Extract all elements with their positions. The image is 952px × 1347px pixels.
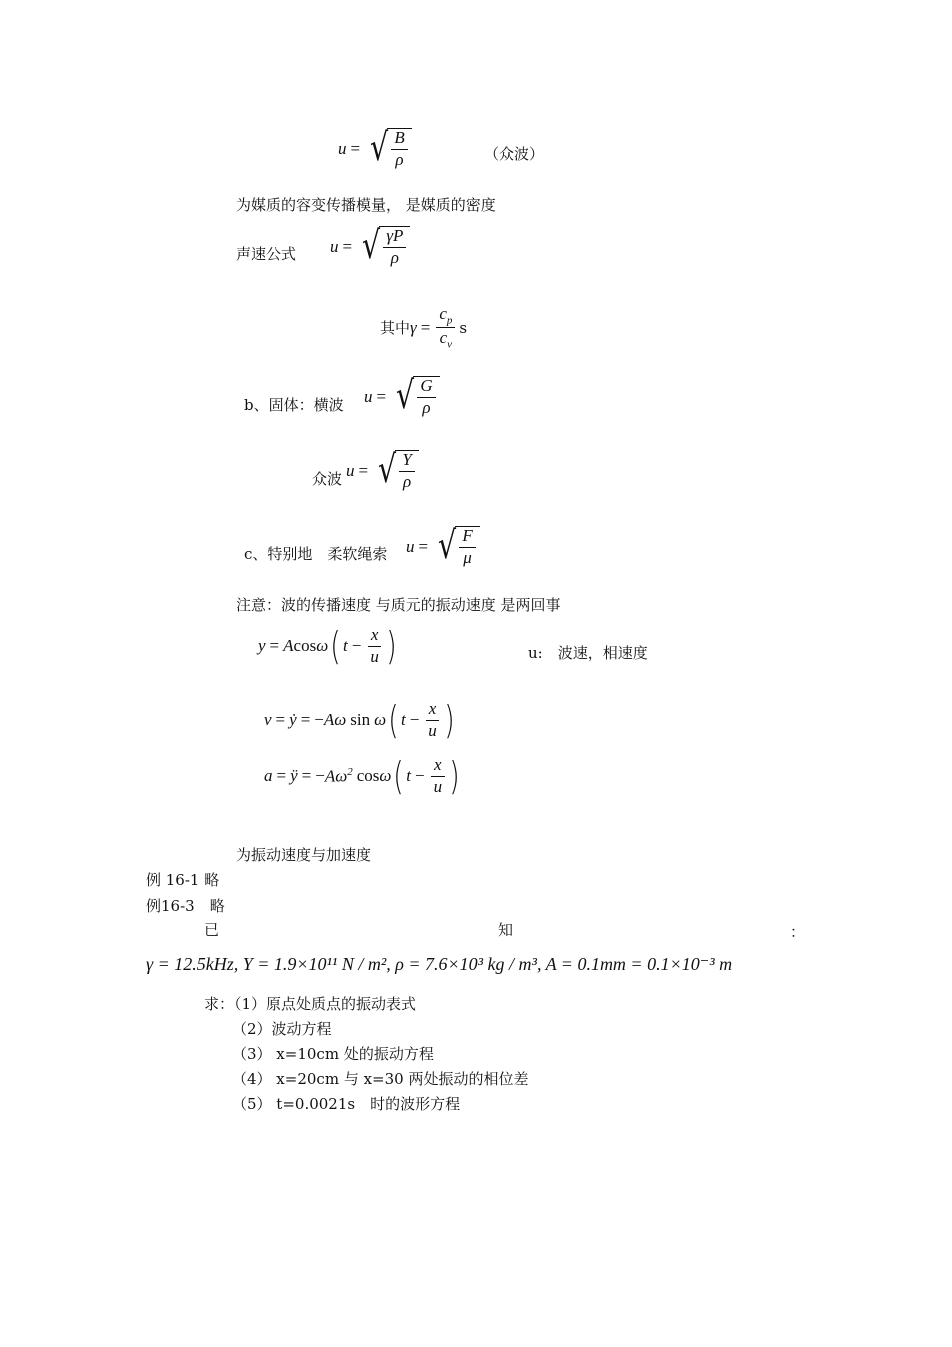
solid-label: b、固体：横波	[244, 396, 344, 414]
formula-acceleration: a = ÿ = − $A\omega^2$ cos ω ( t − $\frac{x}{u}$ )	[264, 754, 460, 799]
question-1: 求：（1）原点处质点的振动表式	[204, 995, 417, 1013]
longitudinal-note: （众波）	[484, 145, 545, 163]
question-5: （5） t=0.0021s 时的波形方程	[232, 1095, 461, 1113]
formula-solid-longitudinal: u = √ $\frac{Y}{\rho}$	[346, 450, 419, 491]
question-2: （2）波动方程	[232, 1020, 332, 1038]
gamma-prefix: 其中	[380, 319, 411, 338]
special-label: c、特别地 柔软绳索	[244, 545, 388, 563]
attention-note: 注意：波的传播速度 与质元的振动速度 是两回事	[236, 596, 561, 614]
gamma-suffix: s	[459, 318, 468, 337]
given-colon: ：	[790, 923, 806, 941]
u-note: u: 波速，相速度	[528, 644, 648, 662]
formula-solid-transverse: u = √ $\frac{G}{\rho}$	[364, 376, 440, 417]
given-formula: γ = 12.5kHz, Y = 1.9×10¹¹ N / m², ρ = 7.6×10³ kg / m³, A = 0.1mm = 0.1×10⁻³ m	[146, 954, 733, 974]
given-left: 已	[204, 921, 220, 939]
formula-wave-displacement: y = A cos ω ( t − $\frac{x}{u}$ )	[258, 624, 397, 669]
va-note: 为振动速度与加速度	[236, 846, 372, 864]
given-mid: 知	[498, 921, 514, 939]
sound-speed-label: 声速公式	[236, 245, 297, 263]
example-16-3: 例16-3 略	[146, 897, 225, 915]
formula-gamma: 其中 γ = $\frac{c_p}{c_v}$ s	[380, 304, 468, 351]
question-3: （3） x=10cm 处的振动方程	[232, 1045, 434, 1063]
formula-velocity: v = ẏ = − Aω sin ω ( t − $\frac{x}{u}$ )	[264, 698, 455, 743]
formula-longitudinal-fluid: u = √ $\frac{B}{\rho}$	[338, 128, 412, 169]
formula-sound-speed: u = √ $\frac{\gamma P}{\rho}$	[330, 226, 410, 267]
question-4: （4） x=20cm 与 x=30 两处振动的相位差	[232, 1070, 529, 1088]
formula-string: u = √ $\frac{F}{\mu}$	[406, 526, 480, 567]
example-16-1: 例 16-1 略	[146, 871, 220, 889]
longitudinal-label: 众波	[312, 470, 343, 488]
bulk-modulus-note: 为媒质的容变传播模量， 是媒质的密度	[236, 196, 496, 214]
